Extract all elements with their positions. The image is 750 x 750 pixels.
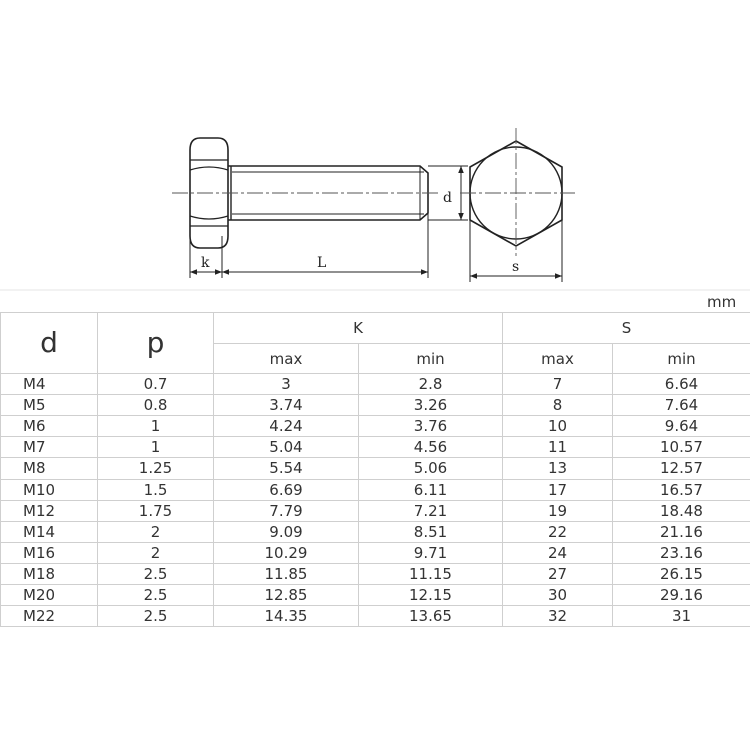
table-row (1, 437, 750, 458)
cell-d: M6 (1, 416, 98, 437)
cell-p: 1 (98, 416, 214, 437)
cell-k-max: 4.24 (214, 416, 359, 437)
cell-s-min: 10.57 (613, 437, 750, 458)
cell-p: 1 (98, 437, 214, 458)
cell-d: M12 (1, 500, 98, 521)
cell-k-max: 9.09 (214, 521, 359, 542)
table-body (1, 374, 750, 627)
table-row (1, 521, 750, 542)
cell-s-max: 10 (503, 416, 613, 437)
cell-s-min: 7.64 (613, 395, 750, 416)
cell-s-min: 21.16 (613, 521, 750, 542)
cell-s-min: 29.16 (613, 584, 750, 605)
table-row (1, 605, 750, 626)
cell-s-max: 22 (503, 521, 613, 542)
cell-s-max: 30 (503, 584, 613, 605)
cell-p: 2.5 (98, 563, 214, 584)
header-k-min: min (359, 344, 503, 374)
cell-k-max: 5.54 (214, 458, 359, 479)
cell-d: M22 (1, 605, 98, 626)
table-row (1, 395, 750, 416)
cell-k-min: 6.11 (359, 479, 503, 500)
cell-k-max: 5.04 (214, 437, 359, 458)
table-row (1, 542, 750, 563)
header-S: S (503, 313, 750, 344)
cell-k-min: 11.15 (359, 563, 503, 584)
cell-s-min: 6.64 (613, 374, 750, 395)
table-row (1, 374, 750, 395)
cell-s-min: 9.64 (613, 416, 750, 437)
cell-k-max: 6.69 (214, 479, 359, 500)
table-header-row-1 (1, 313, 750, 344)
header-k-max: max (214, 344, 359, 374)
cell-s-max: 11 (503, 437, 613, 458)
label-k: k (201, 255, 210, 271)
cell-k-min: 3.26 (359, 395, 503, 416)
unit-label: mm (707, 293, 737, 311)
cell-k-min: 9.71 (359, 542, 503, 563)
header-s-min: min (613, 344, 750, 374)
cell-s-min: 18.48 (613, 500, 750, 521)
cell-k-min: 12.15 (359, 584, 503, 605)
cell-s-max: 8 (503, 395, 613, 416)
table-row (1, 500, 750, 521)
table-row (1, 584, 750, 605)
cell-d: M4 (1, 374, 98, 395)
cell-p: 2.5 (98, 584, 214, 605)
cell-k-min: 13.65 (359, 605, 503, 626)
cell-d: M14 (1, 521, 98, 542)
cell-s-min: 31 (613, 605, 750, 626)
label-s: s (512, 259, 520, 275)
cell-d: M20 (1, 584, 98, 605)
header-s-max: max (503, 344, 613, 374)
cell-s-min: 12.57 (613, 458, 750, 479)
cell-p: 1.5 (98, 479, 214, 500)
cell-k-max: 11.85 (214, 563, 359, 584)
cell-p: 2 (98, 542, 214, 563)
header-K: K (214, 313, 503, 344)
cell-k-min: 2.8 (359, 374, 503, 395)
cell-s-max: 27 (503, 563, 613, 584)
cell-d: M16 (1, 542, 98, 563)
cell-s-max: 24 (503, 542, 613, 563)
label-d: d (443, 190, 452, 206)
cell-p: 1.75 (98, 500, 214, 521)
table-row (1, 479, 750, 500)
cell-k-max: 7.79 (214, 500, 359, 521)
cell-k-min: 5.06 (359, 458, 503, 479)
cell-s-min: 26.15 (613, 563, 750, 584)
cell-s-max: 19 (503, 500, 613, 521)
table-row (1, 416, 750, 437)
cell-s-max: 13 (503, 458, 613, 479)
cell-d: M10 (1, 479, 98, 500)
cell-s-min: 23.16 (613, 542, 750, 563)
cell-d: M8 (1, 458, 98, 479)
cell-s-min: 16.57 (613, 479, 750, 500)
header-d: d (1, 313, 98, 374)
bolt-dimension-table (0, 312, 750, 627)
cell-d: M18 (1, 563, 98, 584)
cell-k-max: 10.29 (214, 542, 359, 563)
cell-p: 2 (98, 521, 214, 542)
cell-s-max: 17 (503, 479, 613, 500)
cell-d: M5 (1, 395, 98, 416)
cell-s-max: 32 (503, 605, 613, 626)
table-row (1, 563, 750, 584)
label-L: L (317, 255, 327, 271)
cell-p: 1.25 (98, 458, 214, 479)
cell-k-min: 7.21 (359, 500, 503, 521)
cell-p: 0.8 (98, 395, 214, 416)
cell-k-max: 3.74 (214, 395, 359, 416)
cell-k-min: 4.56 (359, 437, 503, 458)
cell-k-max: 14.35 (214, 605, 359, 626)
cell-k-max: 12.85 (214, 584, 359, 605)
table-row (1, 458, 750, 479)
header-p: p (98, 313, 214, 374)
cell-k-max: 3 (214, 374, 359, 395)
cell-s-max: 7 (503, 374, 613, 395)
cell-k-min: 3.76 (359, 416, 503, 437)
cell-k-min: 8.51 (359, 521, 503, 542)
cell-p: 2.5 (98, 605, 214, 626)
cell-p: 0.7 (98, 374, 214, 395)
cell-d: M7 (1, 437, 98, 458)
bolt-technical-drawing (0, 0, 750, 300)
